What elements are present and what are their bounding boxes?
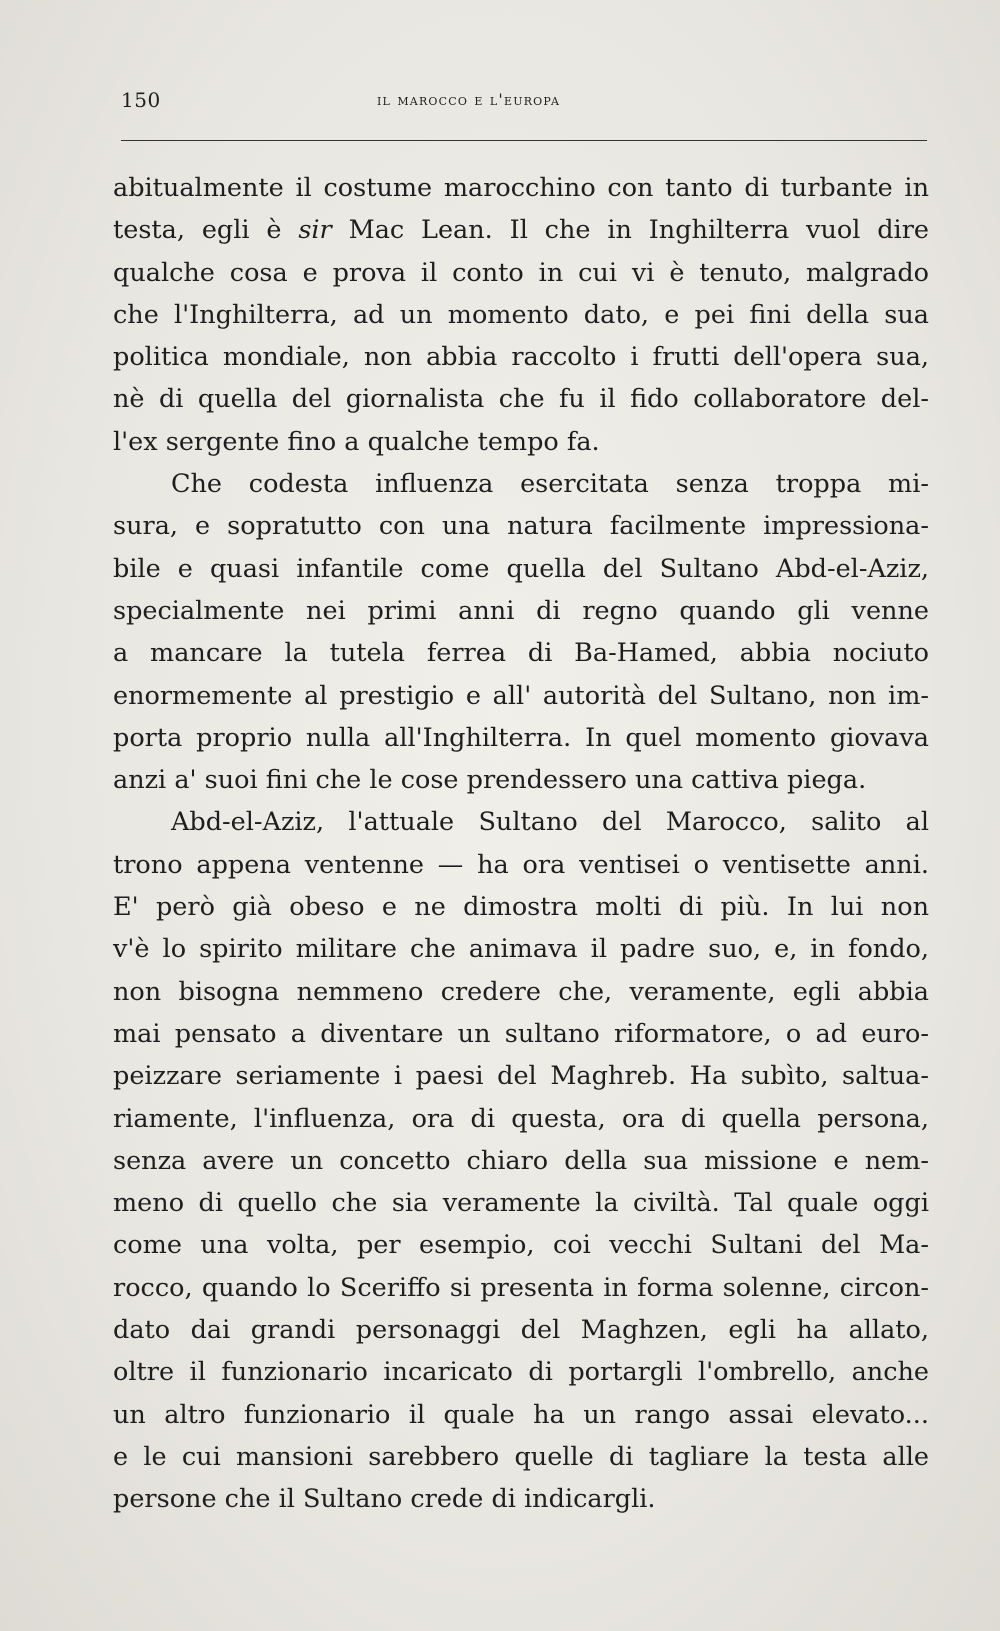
text-line: politica mondiale, non abbia raccolto i frutti dell'opera sua, — [113, 342, 929, 373]
text-line: che l'Inghilterra, ad un momento dato, e pei fini della sua — [113, 299, 929, 330]
text-line: porta proprio nulla all'Inghilterra. In quel momento giovava — [113, 722, 929, 753]
text-line: abitualmente il costume marocchino con tanto di turbante in — [113, 173, 929, 203]
text-line: l'ex sergente fino a qualche tempo fa. — [113, 426, 600, 457]
italic-word: sir — [298, 215, 332, 246]
text-segment: Mac Lean. Il che in Inghilterra vuol dire — [331, 215, 929, 246]
page-header — [121, 88, 927, 118]
text-line: non bisogna nemmeno credere che, veramente, egli abbia — [113, 976, 929, 1007]
text-line: come una volta, per esempio, coi vecchi Sultani del Ma- — [113, 1230, 929, 1261]
text-line: dato dai grandi personaggi del Maghzen, egli ha allato, — [113, 1315, 929, 1346]
text-line: nè di quella del giornalista che fu il fido collaboratore del- — [113, 384, 929, 415]
text-line: senza avere un concetto chiaro della sua missione e nem- — [113, 1145, 929, 1176]
text-line: specialmente nei primi anni di regno quando gli venne — [113, 595, 929, 626]
text-line: un altro funzionario il quale ha un rango assai elevato... — [113, 1399, 929, 1430]
text-line: qualche cosa e prova il conto in cui vi è tenuto, malgrado — [113, 257, 929, 288]
header-rule — [121, 140, 927, 141]
text-line: riamente, l'influenza, ora di questa, ora di quella persona, — [113, 1103, 929, 1134]
running-head: il marocco e l'europa — [377, 90, 561, 109]
text-line: enormemente al prestigio e all' autorità del Sultano, non im- — [113, 680, 929, 711]
page-number: 150 — [121, 88, 161, 112]
text-line: E' però già obeso e ne dimostra molti di più. In lui non — [113, 892, 929, 923]
text-line: rocco, quando lo Sceriffo si presenta in forma solenne, circon- — [113, 1272, 929, 1303]
text-line: mai pensato a diventare un sultano riformatore, o ad euro- — [113, 1018, 929, 1049]
text-line: oltre il funzionario incaricato di portargli l'ombrello, anche — [113, 1357, 929, 1388]
text-line: persone che il Sultano crede di indicargli. — [113, 1484, 656, 1515]
text-line: meno di quello che sia veramente la civiltà. Tal quale oggi — [113, 1188, 929, 1219]
text-line: Che codesta influenza esercitata senza troppa mi- — [171, 469, 929, 500]
text-line: sura, e sopratutto con una natura facilmente impressiona- — [113, 511, 929, 542]
text-line: trono appena ventenne — ha ora ventisei o ventisette anni. — [113, 849, 929, 880]
text-line: peizzare seriamente i paesi del Maghreb. Ha subìto, saltua- — [113, 1061, 929, 1092]
text-line: bile e quasi infantile come quella del Sultano Abd-el-Aziz, — [113, 553, 929, 584]
text-segment: testa, egli è — [113, 215, 299, 246]
text-line: Abd-el-Aziz, l'attuale Sultano del Marocco, salito al — [171, 807, 929, 838]
text-line — [113, 209, 929, 251]
text-line: e le cui mansioni sarebbero quelle di tagliare la testa alle — [113, 1441, 929, 1472]
body-text — [113, 167, 929, 1521]
text-line: anzi a' suoi fini che le cose prendessero una cattiva piega. — [113, 765, 867, 796]
text-line: v'è lo spirito militare che animava il padre suo, e, in fondo, — [113, 934, 929, 965]
text-line: a mancare la tutela ferrea di Ba-Hamed, abbia nociuto — [113, 638, 929, 669]
